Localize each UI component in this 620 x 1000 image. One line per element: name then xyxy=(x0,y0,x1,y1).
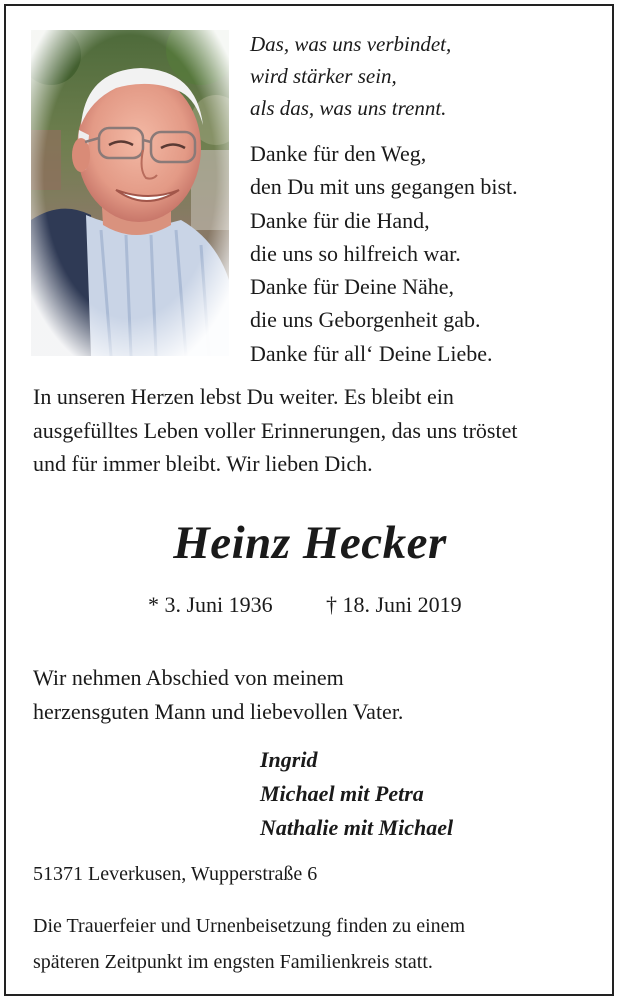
birth-date: * 3. Juni 1936 xyxy=(148,592,273,617)
thanks-line: Danke für Deine Nähe, xyxy=(250,274,455,300)
deceased-name: Heinz Hecker xyxy=(173,517,447,569)
thanks-line: den Du mit uns gegangen bist. xyxy=(250,174,518,200)
thanks-line: Danke für den Weg, xyxy=(250,141,427,166)
poem-line: Das, was uns verbindet, xyxy=(250,32,452,56)
portrait-photo xyxy=(31,30,229,356)
thanks-verse xyxy=(250,137,590,370)
notice-line: späteren Zeitpunkt im engsten Familienkreis statt. xyxy=(33,951,433,973)
notice-line: Die Trauerfeier und Urnenbeisetzung finden zu einem xyxy=(33,915,466,937)
intro-line: ausgefülltes Leben voller Erinnerungen, das uns tröstet xyxy=(33,417,518,443)
signer-name: Ingrid xyxy=(260,747,318,772)
thanks-line: Danke für die Hand, xyxy=(250,207,430,233)
death-date: † 18. Juni 2019 xyxy=(326,592,462,617)
farewell-line: herzensguten Mann und liebevollen Vater. xyxy=(33,699,404,724)
thanks-line: die uns so hilfreich war. xyxy=(250,240,461,266)
thanks-line: Danke für all‘ Deine Liebe. xyxy=(250,340,493,366)
intro-line: In unseren Herzen lebst Du weiter. Es bleibt ein xyxy=(33,384,454,409)
funeral-notice xyxy=(33,908,593,980)
farewell-text xyxy=(33,661,593,729)
address: 51371 Leverkusen, Wupperstraße 6 xyxy=(33,863,318,885)
farewell-line: Wir nehmen Abschied von meinem xyxy=(33,665,344,690)
signer-name: Nathalie mit Michael xyxy=(260,815,454,840)
poem-line: als das, was uns trennt. xyxy=(250,96,447,120)
intro-text xyxy=(33,380,593,481)
intro-line: und für immer bleibt. Wir lieben Dich. xyxy=(33,451,373,476)
signer-name: Michael mit Petra xyxy=(260,781,424,806)
poem-line: wird stärker sein, xyxy=(250,64,397,88)
signers xyxy=(260,743,600,845)
poem xyxy=(250,28,590,124)
thanks-line: die uns Geborgenheit gab. xyxy=(250,307,481,333)
